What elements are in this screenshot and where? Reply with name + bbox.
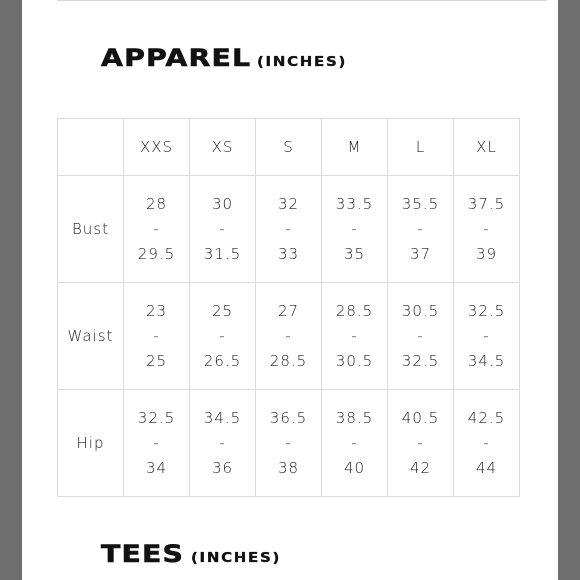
measurement-value: 27 <box>277 301 300 320</box>
tees-unit: (INCHES) <box>190 551 281 566</box>
range-dash: - <box>219 433 226 452</box>
row-label: Hip <box>58 390 124 497</box>
table-row <box>58 176 520 283</box>
measurement-value: 25 <box>211 301 234 320</box>
range-dash: - <box>417 219 424 238</box>
range-dash: - <box>285 326 292 345</box>
measurement-cell <box>124 283 190 390</box>
measurement-value: 32.5 <box>401 351 440 370</box>
measurement-value: 32 <box>277 194 300 213</box>
measurement-value: 28 <box>145 194 168 213</box>
measurement-value: 36 <box>211 458 234 477</box>
size-header-row <box>58 119 520 176</box>
range-dash: - <box>351 326 358 345</box>
measurement-cell <box>256 390 322 497</box>
measurement-value: 44 <box>475 458 498 477</box>
tees-heading <box>101 540 281 568</box>
measurement-value: 34.5 <box>203 408 242 427</box>
size-header-m: M <box>322 119 388 176</box>
measurement-cell <box>454 390 520 497</box>
row-label: Waist <box>58 283 124 390</box>
measurement-value: 38.5 <box>335 408 374 427</box>
measurement-value: 30 <box>211 194 234 213</box>
measurement-cell <box>388 283 454 390</box>
measurement-value: 32.5 <box>137 408 176 427</box>
measurement-value: 29.5 <box>137 244 176 263</box>
apparel-title: APPAREL <box>101 44 252 72</box>
measurement-value: 37 <box>409 244 432 263</box>
range-dash: - <box>483 326 490 345</box>
measurement-value: 37.5 <box>467 194 506 213</box>
measurement-cell <box>190 176 256 283</box>
size-header-s: S <box>256 119 322 176</box>
size-header-l: L <box>388 119 454 176</box>
range-dash: - <box>351 219 358 238</box>
measurement-cell <box>190 283 256 390</box>
apparel-heading <box>101 44 348 72</box>
measurement-value: 28.5 <box>269 351 308 370</box>
measurement-cell <box>454 176 520 283</box>
range-dash: - <box>219 326 226 345</box>
measurement-value: 40.5 <box>401 408 440 427</box>
range-dash: - <box>417 326 424 345</box>
measurement-value: 35.5 <box>401 194 440 213</box>
measurement-value: 39 <box>475 244 498 263</box>
measurement-value: 42 <box>409 458 432 477</box>
measurement-value: 31.5 <box>203 244 242 263</box>
measurement-cell <box>322 283 388 390</box>
range-dash: - <box>417 433 424 452</box>
measurement-value: 30.5 <box>335 351 374 370</box>
range-dash: - <box>153 433 160 452</box>
range-dash: - <box>153 326 160 345</box>
size-header-xxs: XXS <box>124 119 190 176</box>
table-row <box>58 390 520 497</box>
measurement-cell <box>454 283 520 390</box>
measurement-value: 34.5 <box>467 351 506 370</box>
measurement-value: 33.5 <box>335 194 374 213</box>
measurement-value: 38 <box>277 458 300 477</box>
measurement-value: 33 <box>277 244 300 263</box>
measurement-cell <box>256 283 322 390</box>
table-row <box>58 283 520 390</box>
measurement-cell <box>124 176 190 283</box>
corner-cell <box>58 119 124 176</box>
measurement-cell <box>322 176 388 283</box>
range-dash: - <box>285 219 292 238</box>
measurement-cell <box>124 390 190 497</box>
measurement-value: 32.5 <box>467 301 506 320</box>
tees-title: TEES <box>101 540 185 568</box>
measurement-value: 42.5 <box>467 408 506 427</box>
divider <box>57 0 547 1</box>
range-dash: - <box>285 433 292 452</box>
row-label: Bust <box>58 176 124 283</box>
range-dash: - <box>219 219 226 238</box>
measurement-value: 36.5 <box>269 408 308 427</box>
size-header-xl: XL <box>454 119 520 176</box>
measurement-value: 30.5 <box>401 301 440 320</box>
apparel-size-table <box>57 118 520 497</box>
range-dash: - <box>351 433 358 452</box>
apparel-unit: (INCHES) <box>257 55 348 70</box>
measurement-value: 25 <box>145 351 168 370</box>
size-header-xs: XS <box>190 119 256 176</box>
measurement-value: 40 <box>343 458 366 477</box>
measurement-cell <box>322 390 388 497</box>
measurement-value: 28.5 <box>335 301 374 320</box>
range-dash: - <box>483 219 490 238</box>
measurement-value: 26.5 <box>203 351 242 370</box>
measurement-cell <box>388 390 454 497</box>
measurement-cell <box>256 176 322 283</box>
range-dash: - <box>153 219 160 238</box>
range-dash: - <box>483 433 490 452</box>
measurement-cell <box>388 176 454 283</box>
measurement-value: 23 <box>145 301 168 320</box>
measurement-cell <box>190 390 256 497</box>
measurement-value: 34 <box>145 458 168 477</box>
measurement-value: 35 <box>343 244 366 263</box>
